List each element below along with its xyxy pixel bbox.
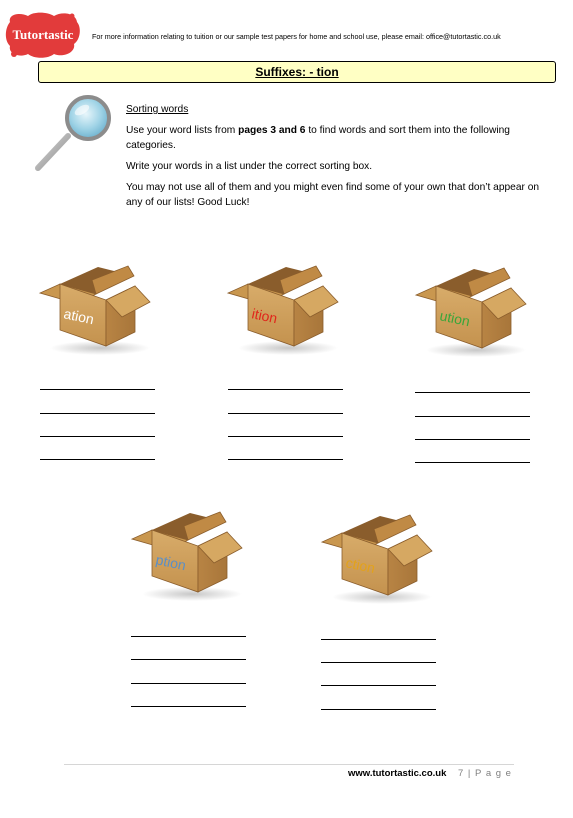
sorting-box-ption xyxy=(130,508,248,602)
answer-line-ption-4[interactable] xyxy=(131,706,246,707)
box-label-ution: ution xyxy=(438,307,472,330)
answer-line-ition-1[interactable] xyxy=(228,389,343,390)
instructions-paragraph-3: You may not use all of them and you might even find some of your own that don’t appear on any of our lists! Good Luck! xyxy=(126,182,540,208)
box-label-ption: ption xyxy=(154,551,188,574)
instructions-heading: Sorting words xyxy=(126,104,189,115)
sorting-box-ution xyxy=(414,264,532,358)
sorting-box-ction xyxy=(320,511,438,605)
page-number: 7 | P a g e xyxy=(458,768,512,779)
tutortastic-logo xyxy=(4,10,82,60)
answer-line-ition-3[interactable] xyxy=(228,436,343,437)
footer-url: www.tutortastic.co.uk xyxy=(348,768,447,779)
answer-line-ption-3[interactable] xyxy=(131,683,246,684)
instructions-paragraph-2: Write your words in a list under the correct sorting box. xyxy=(126,161,373,172)
sorting-box-ition xyxy=(226,262,344,356)
footer-divider xyxy=(64,764,514,765)
magnifying-glass-icon xyxy=(30,92,116,176)
title-banner xyxy=(38,61,556,83)
instructions-paragraph-1: Use your word lists from pages 3 and 6 to find words and sort them into the following categories. xyxy=(126,125,510,151)
answer-line-ition-2[interactable] xyxy=(228,413,343,414)
answer-line-ution-2[interactable] xyxy=(415,416,530,417)
box-label-ation: ation xyxy=(62,305,96,328)
answer-line-ption-2[interactable] xyxy=(131,659,246,660)
answer-line-ction-3[interactable] xyxy=(321,685,436,686)
answer-line-ction-2[interactable] xyxy=(321,662,436,663)
answer-line-ction-4[interactable] xyxy=(321,709,436,710)
box-label-ition: ition xyxy=(250,305,279,327)
answer-line-ution-4[interactable] xyxy=(415,462,530,463)
answer-line-ation-1[interactable] xyxy=(40,389,155,390)
answer-line-ution-3[interactable] xyxy=(415,439,530,440)
answer-line-ption-1[interactable] xyxy=(131,636,246,637)
header-info-text: For more information relating to tuition or our sample test papers for home and school use, please email: office@tutortastic.co.uk xyxy=(92,32,501,41)
answer-line-ation-3[interactable] xyxy=(40,436,155,437)
logo-text: Tutortastic xyxy=(12,27,74,42)
answer-line-ction-1[interactable] xyxy=(321,639,436,640)
sorting-box-ation xyxy=(38,262,156,356)
box-label-ction: ction xyxy=(344,554,377,577)
instructions xyxy=(126,102,551,216)
answer-line-ation-2[interactable] xyxy=(40,413,155,414)
answer-line-ition-4[interactable] xyxy=(228,459,343,460)
page-title: Suffixes: - tion xyxy=(255,65,339,79)
pages-reference: pages 3 and 6 xyxy=(238,125,306,136)
answer-line-ution-1[interactable] xyxy=(415,392,530,393)
answer-line-ation-4[interactable] xyxy=(40,459,155,460)
